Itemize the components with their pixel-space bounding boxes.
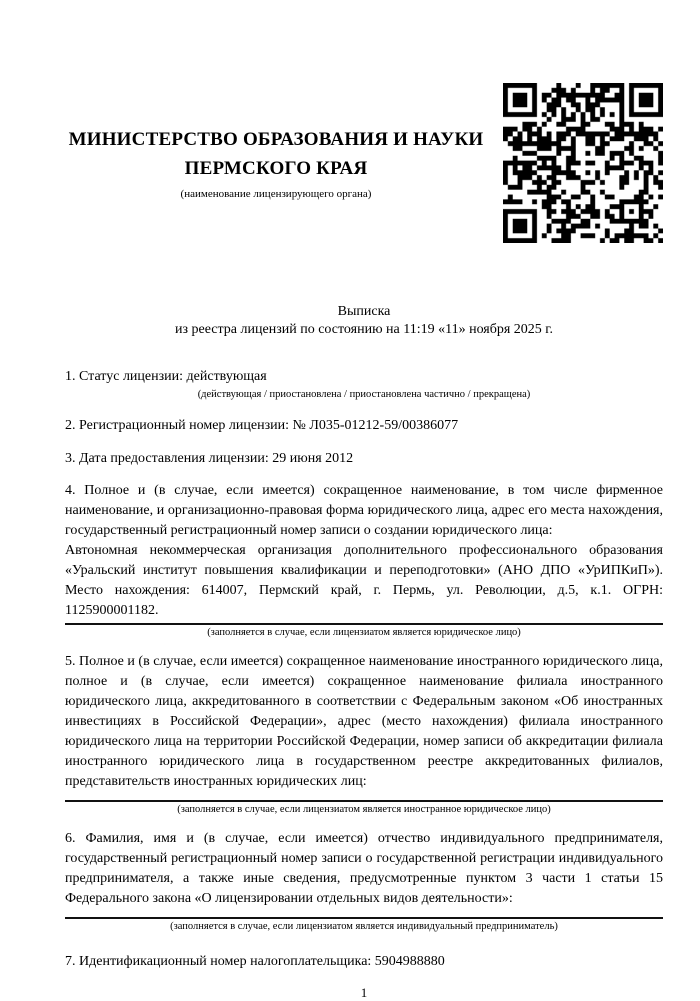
- ministry-name-line-1: МИНИСТЕРСТВО ОБРАЗОВАНИЯ И НАУКИ: [68, 129, 484, 150]
- license-status-hint: (действующая / приостановлена / приостановлена частично / прекращена): [197, 389, 531, 400]
- legal-entity-fill-line: [65, 623, 663, 625]
- document-header: [65, 83, 663, 243]
- foreign-entity-hint: (заполняется в случае, если лицензиатом является иностранное юридическое лицо): [177, 804, 551, 815]
- section-grant-date: 3. Дата предоставления лицензии: 29 июня 2012: [65, 451, 354, 466]
- section-registration-number: 2. Регистрационный номер лицензии: № Л035-01212-59/00386077: [65, 418, 459, 433]
- document-title-line-2: из реестра лицензий по состоянию на 11:19 «11» ноября 2025 г.: [175, 322, 553, 337]
- section-license-status: 1. Статус лицензии: действующая: [65, 369, 267, 384]
- section-legal-entity-text: 4. Полное и (в случае, если имеется) сокращенное наименование, в том числе фирменное наименование, и организационно-правовая форма юридического лица, адрес его места нахождения, государственный регистрационный номер записи о создании юридического лица:: [65, 483, 663, 538]
- section-individual-text: 6. Фамилия, имя и (в случае, если имеется) отчество индивидуального предпринимателя, государственный регистрационный номер записи о государственной регистрации индивидуального предпринимателя, а также иные сведения, предусмотренные пунктом 3 части 1 статьи 15 Федерального закона «О лицензировании отдельных видов деятельности»:: [65, 831, 663, 906]
- foreign-entity-fill-line: [65, 800, 663, 802]
- document-title-line-1: Выписка: [337, 304, 391, 319]
- section-taxpayer-number: 7. Идентификационный номер налогоплательщика: 5904988880: [65, 954, 445, 969]
- section-legal-entity-value: Автономная некоммерческая организация дополнительного профессионального образования «Уральский институт повышения квалификации и переподготовки» (АНО ДПО «УрИПКиП»). Место нахождения: 614007, Пермский край, г. Пермь, ул. Революции, д.5, к.1. ОГРН: 1125900001182.: [65, 543, 663, 618]
- qr-code: [503, 83, 663, 243]
- document-title: [65, 303, 663, 339]
- individual-hint: (заполняется в случае, если лицензиатом является индивидуальный предприниматель): [170, 921, 558, 932]
- section-foreign-entity-text: 5. Полное и (в случае, если имеется) сокращенное наименование иностранного юридического лица, полное и (в случае, если имеется) сокращенное наименование филиала иностранного юридического лица, аккредитованного в соответствии с Федеральным законом «Об иностранных инвестициях в Российской Федерации», адрес (место нахождения) филиала иностранного юридического лица на территории Российской Федерации, номер записи об аккредитации филиала иностранного юридического лица в государственном реестре аккредитованных филиалов, представительств иностранных юридических лиц:: [65, 654, 663, 789]
- legal-entity-hint: (заполняется в случае, если лицензиатом является юридическое лицо): [207, 627, 521, 638]
- individual-fill-line: [65, 917, 663, 919]
- ministry-name-line-2: ПЕРМСКОГО КРАЯ: [184, 158, 368, 179]
- page-number: 1: [360, 985, 368, 1000]
- licensing-authority-block: [65, 125, 503, 201]
- licensing-authority-caption: (наименование лицензирующего органа): [180, 188, 372, 200]
